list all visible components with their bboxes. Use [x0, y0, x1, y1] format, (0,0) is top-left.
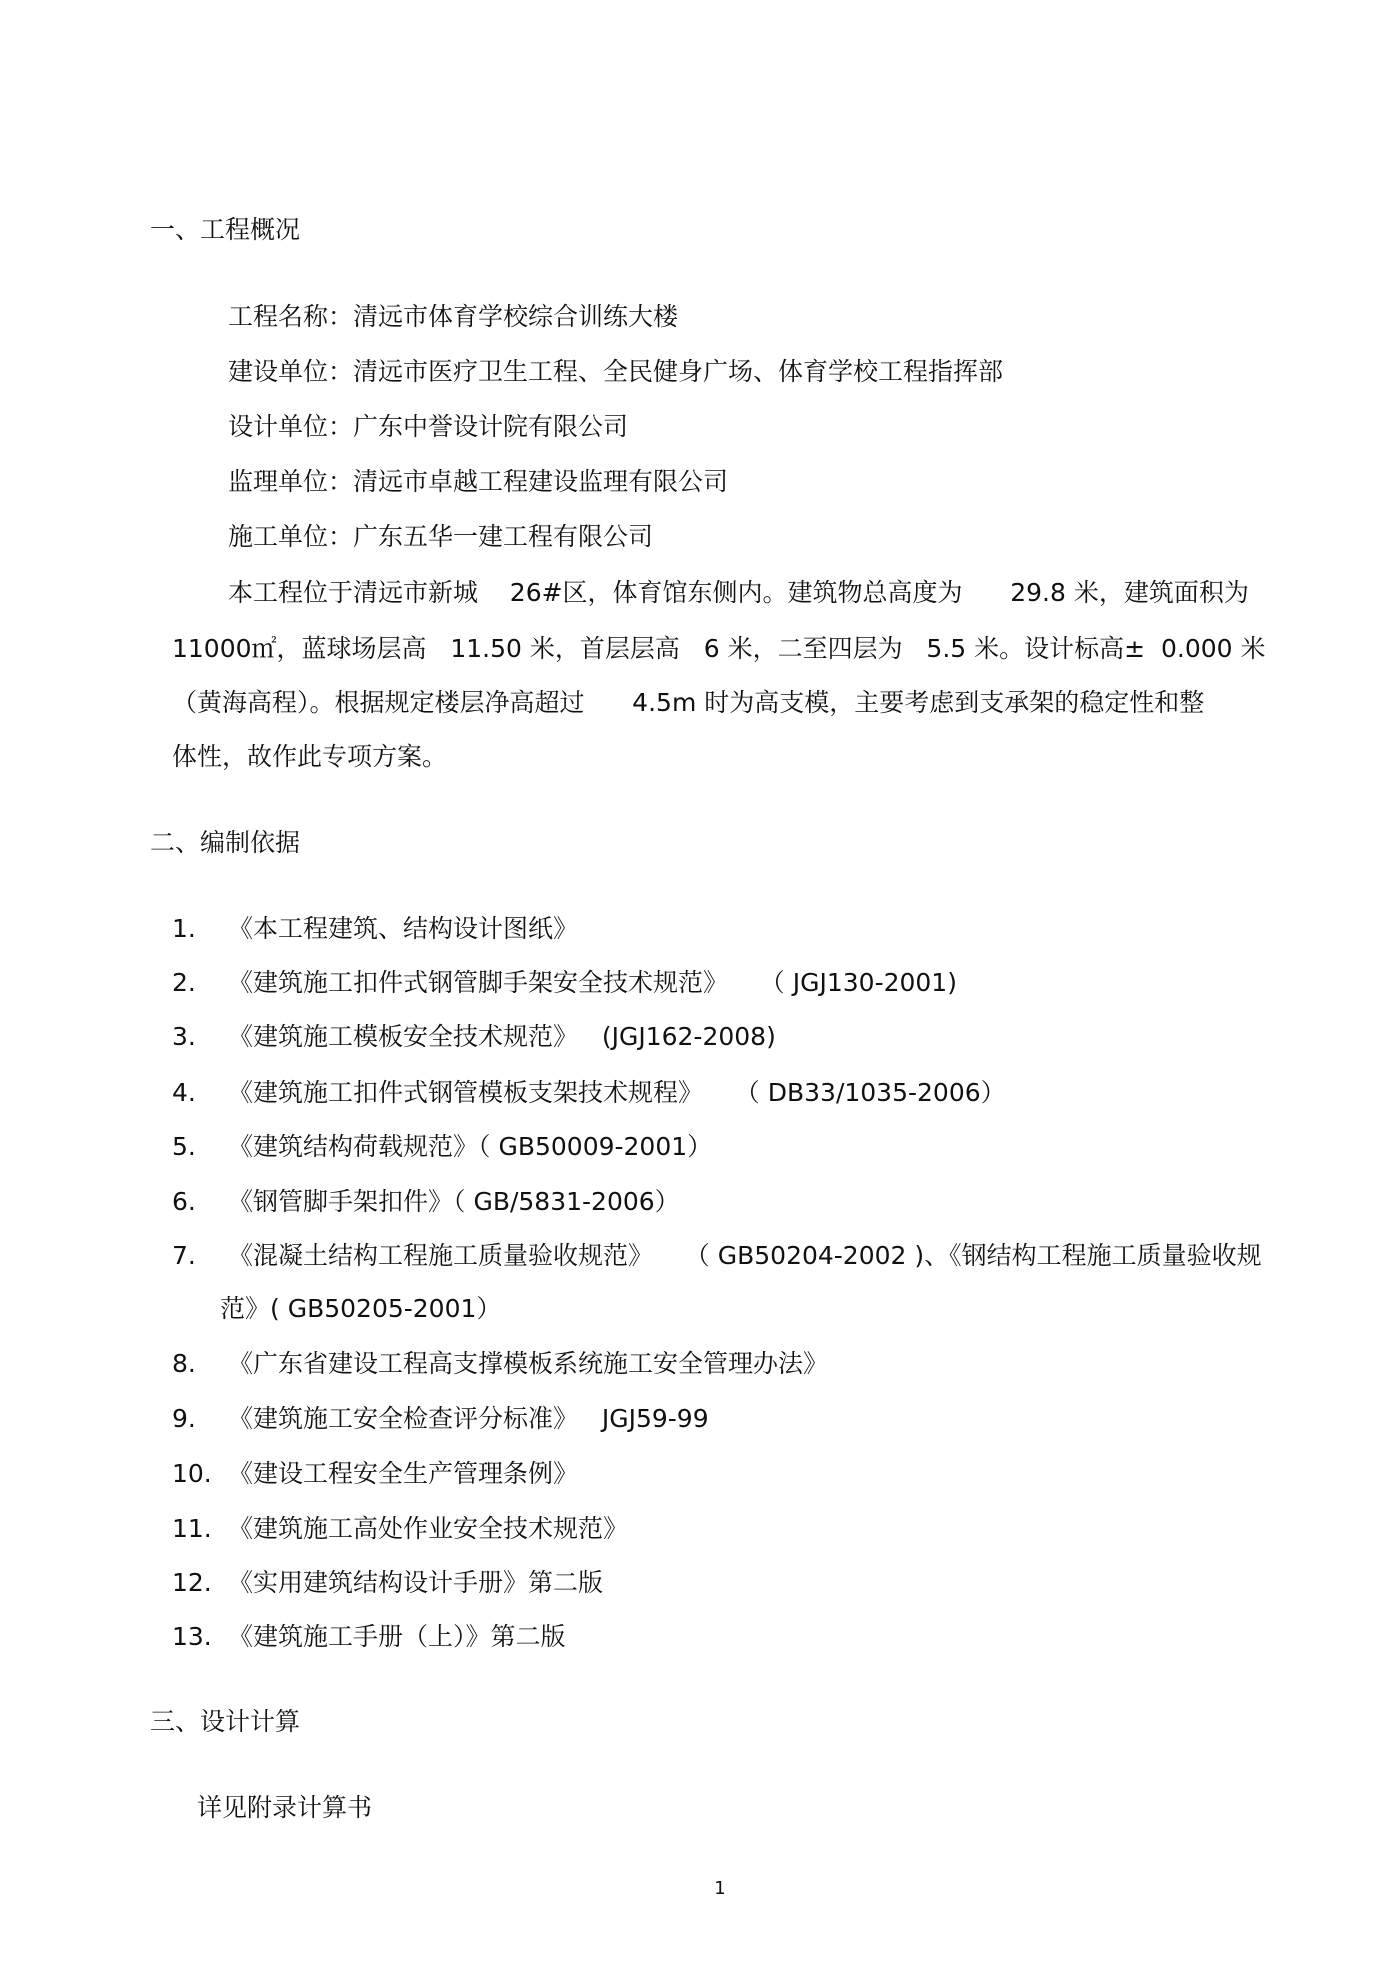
section-heading-overview: 一、工程概况	[150, 215, 301, 244]
reference-number: 12.	[172, 1568, 212, 1597]
reference-text: 《钢管脚手架扣件》（ GB/5831-2006）	[228, 1187, 680, 1216]
supervision-unit: 监理单位：清远市卓越工程建设监理有限公司	[228, 467, 729, 496]
reference-number: 7.	[172, 1241, 196, 1270]
reference-text-continuation: 范》( GB50205-2001）	[220, 1294, 502, 1323]
reference-number: 13.	[172, 1622, 212, 1651]
reference-number: 8.	[172, 1349, 196, 1378]
reference-text: 《广东省建设工程高支撑模板系统施工安全管理办法》	[228, 1349, 829, 1378]
reference-number: 11.	[172, 1514, 212, 1543]
reference-text: 《建筑施工手册（上）》第二版	[228, 1622, 566, 1651]
description-line-2: 11000㎡，蓝球场层高 11.50 米，首层层高 6 米，二至四层为 5.5 米。设计标高± 0.000 米	[172, 634, 1266, 663]
section-heading-basis: 二、编制依据	[150, 828, 301, 857]
description-line-1: 本工程位于清远市新城 26#区，体育馆东侧内。建筑物总高度为 29.8 米，建筑面积为	[228, 578, 1249, 607]
reference-number: 10.	[172, 1459, 212, 1488]
reference-text: 《建筑施工安全检查评分标准》 JGJ59-99	[228, 1404, 709, 1433]
description-line-3: （黄海高程）。根据规定楼层净高超过 4.5m 时为高支模，主要考虑到支承架的稳定性和整	[172, 688, 1205, 717]
reference-text: 《建设工程安全生产管理条例》	[228, 1459, 579, 1488]
project-name: 工程名称：清远市体育学校综合训练大楼	[228, 302, 679, 331]
design-unit: 设计单位：广东中誉设计院有限公司	[228, 412, 629, 441]
reference-number: 3.	[172, 1022, 196, 1051]
reference-number: 4.	[172, 1078, 196, 1107]
section-heading-calculation: 三、设计计算	[150, 1707, 301, 1736]
reference-text: 《建筑施工扣件式钢管模板支架技术规程》 （ DB33/1035-2006）	[228, 1078, 1006, 1107]
reference-text: 《实用建筑结构设计手册》第二版	[228, 1568, 604, 1597]
reference-text: 《建筑施工扣件式钢管脚手架安全技术规范》 （ JGJ130-2001)	[228, 968, 957, 997]
page-number: 1	[714, 1878, 726, 1899]
reference-text: 《本工程建筑、结构设计图纸》	[228, 914, 579, 943]
reference-text: 《建筑施工模板安全技术规范》 (JGJ162-2008)	[228, 1022, 776, 1051]
reference-text: 《建筑施工高处作业安全技术规范》	[228, 1514, 629, 1543]
reference-number: 1.	[172, 914, 196, 943]
reference-text: 《建筑结构荷载规范》（ GB50009-2001）	[228, 1132, 713, 1161]
construction-unit: 施工单位：广东五华一建工程有限公司	[228, 522, 654, 551]
reference-number: 2.	[172, 968, 196, 997]
description-line-4: 体性，故作此专项方案。	[172, 742, 448, 771]
calculation-note: 详见附录计算书	[197, 1793, 373, 1822]
reference-number: 6.	[172, 1187, 196, 1216]
reference-text: 《混凝土结构工程施工质量验收规范》 （ GB50204-2002 )、《钢结构工程施工质量验收规	[228, 1241, 1262, 1270]
reference-number: 5.	[172, 1132, 196, 1161]
reference-number: 9.	[172, 1404, 196, 1433]
client-unit: 建设单位：清远市医疗卫生工程、全民健身广场、体育学校工程指挥部	[228, 357, 1004, 386]
